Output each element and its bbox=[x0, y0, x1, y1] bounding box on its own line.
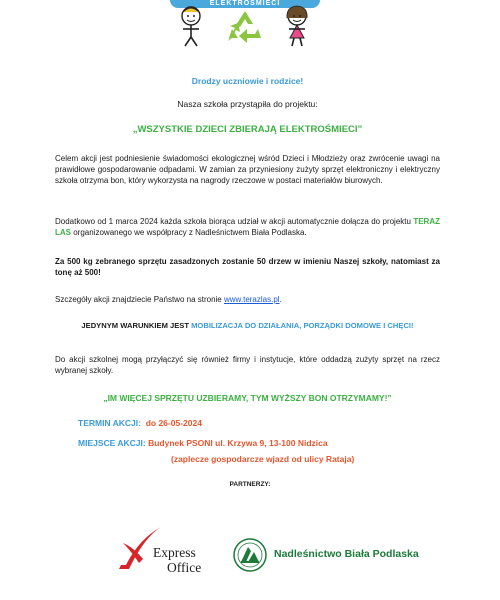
condition-value: MOBILIZACJA DO DZIAŁANIA, PORZĄDKI DOMOWE I CHĘCI! bbox=[191, 321, 414, 330]
teraz-las-highlight: TERAZ LAS bbox=[55, 217, 440, 237]
details-paragraph bbox=[55, 294, 440, 305]
place-value: Budynek PSONI ul. Krzywa 9, 13-100 Nidzica bbox=[148, 438, 328, 448]
slogan: „IM WIĘCEJ SPRZĘTU UZBIERAMY, TYM WYŻSZY BON OTRZYMAMY!” bbox=[103, 393, 392, 403]
express-office-name bbox=[153, 545, 201, 575]
joined-text: Nasza szkoła przystąpiła do projektu: bbox=[177, 99, 318, 109]
place-label: MIEJSCE AKCJI: bbox=[78, 438, 146, 448]
recycle-icon bbox=[225, 8, 265, 46]
girl-figure-icon bbox=[280, 4, 314, 48]
boy-figure-icon bbox=[174, 4, 208, 48]
place-note: (zaplecze gospodarcze wjazd od ulicy Rataja) bbox=[171, 454, 355, 464]
extra-paragraph bbox=[55, 216, 440, 238]
term-value: do 26-05-2024 bbox=[145, 418, 202, 428]
condition-paragraph bbox=[55, 320, 440, 331]
details-text: Szczegóły akcji znajdziecie Państwo na stronie bbox=[55, 295, 224, 304]
extra-text-before: Dodatkowo od 1 marca 2024 każda szkoła biorąca udział w akcji automatycznie dołącza do projektu bbox=[55, 217, 414, 226]
forest-district-logo bbox=[232, 538, 462, 572]
express-line2: Office bbox=[167, 560, 202, 575]
project-title: „WSZYSTKIE DZIECI ZBIERAJĄ ELEKTROŚMIECI” bbox=[132, 124, 363, 135]
firms-paragraph: Do akcji szkolnej mogą przyłączyć się również firmy i instytucje, które oddadzą zużyty sprzęt na rzecz wybranej szkoły. bbox=[55, 355, 440, 375]
greeting: Drodzy uczniowie i rodzice! bbox=[191, 76, 304, 86]
express-office-logo bbox=[115, 525, 215, 580]
terazlas-link[interactable]: www.terazlas.pl bbox=[223, 295, 280, 304]
express-line1: Express bbox=[153, 545, 196, 560]
place-line bbox=[78, 438, 328, 448]
term-label: TERMIN AKCJI: bbox=[78, 418, 141, 428]
banner-title: ELEKTROŚMIECI bbox=[170, 0, 320, 8]
goal-paragraph: Celem akcji jest podniesienie świadomości ekologicznej wśród Dzieci i Młodzieży oraz zwrócenie uwagi na prawidłowe gospodarowanie odpadami. W zamian za przyniesiony zużyty sprzęt elektroniczny i elektryczny szkoła otrzyma bon, który wykorzysta na nagrody rzeczowe w postaci materiałów biurowych. bbox=[55, 154, 440, 185]
trees-paragraph: Za 500 kg zebranego sprzętu zasadzonych zostanie 50 drzew w imieniu Naszej szkoły, natomiast za tonę aż 500! bbox=[55, 257, 440, 277]
details-end: . bbox=[279, 295, 282, 304]
term-line bbox=[78, 418, 202, 428]
partners-label: PARTNERZY: bbox=[229, 481, 271, 488]
forest-district-name: Nadleśnictwo Biała Podlaska bbox=[274, 548, 419, 560]
forest-emblem-icon bbox=[232, 538, 268, 572]
header-banner bbox=[170, 0, 320, 48]
condition-label: JEDYNYM WARUNKIEM JEST bbox=[81, 321, 192, 330]
extra-text-after: organizowanego we współpracy z Nadleśnictwem Biała Podlaska. bbox=[71, 228, 307, 237]
